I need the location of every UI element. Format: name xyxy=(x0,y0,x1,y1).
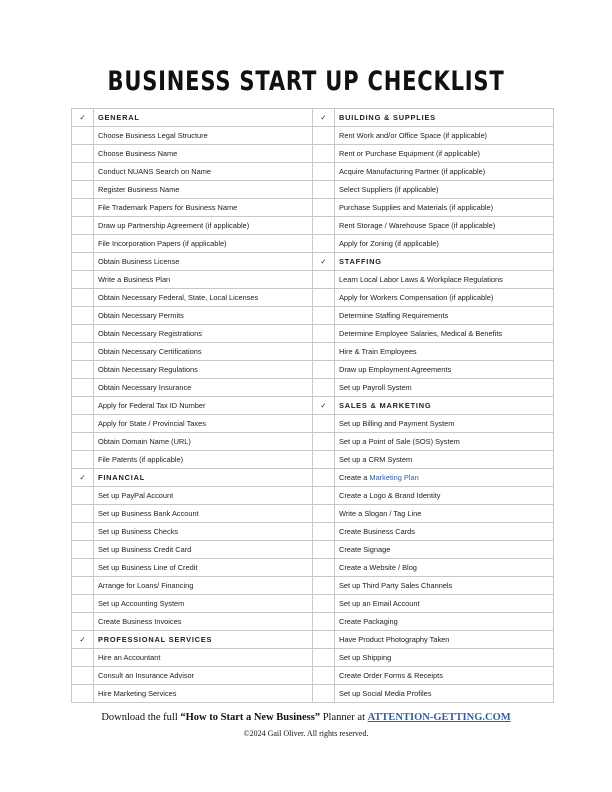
checklist-item-label: Obtain Business License xyxy=(98,257,180,266)
checklist-item xyxy=(94,613,313,631)
checklist-item-label: Obtain Necessary Regulations xyxy=(98,365,198,374)
checklist-item-label: Rent Storage / Warehouse Space (if applicable) xyxy=(339,221,496,230)
checklist-item-label: Draw up Partnership Agreement (if applicable) xyxy=(98,221,250,230)
checklist-item xyxy=(335,217,554,235)
checklist-item xyxy=(335,163,554,181)
checkbox-cell[interactable] xyxy=(313,631,335,649)
table-row xyxy=(72,325,554,343)
checklist-item-label: Set up a CRM System xyxy=(339,455,413,464)
checklist-item xyxy=(94,181,313,199)
checklist-item xyxy=(94,667,313,685)
checklist-item-label: Acquire Manufacturing Partner (if applicable) xyxy=(339,167,486,176)
checklist-item-label: Rent Work and/or Office Space (if applicable) xyxy=(339,131,488,140)
section-header-label: BUILDING & SUPPLIES xyxy=(339,113,436,122)
table-row xyxy=(72,253,554,271)
checklist-item xyxy=(94,253,313,271)
checkbox-cell[interactable] xyxy=(72,649,94,667)
table-row xyxy=(72,181,554,199)
table-row xyxy=(72,613,554,631)
checklist-item-label: Obtain Domain Name (URL) xyxy=(98,437,191,446)
checklist-item-label: Set up Social Media Profiles xyxy=(339,689,432,698)
checkbox-cell[interactable] xyxy=(313,559,335,577)
table-row xyxy=(72,631,554,649)
section-check-icon: ✓ xyxy=(72,469,94,487)
table-row xyxy=(72,235,554,253)
checklist-item-label: Arrange for Loans/ Financing xyxy=(98,581,194,590)
footer-download-line xyxy=(0,712,612,723)
checklist-item xyxy=(94,433,313,451)
checkbox-cell[interactable] xyxy=(72,289,94,307)
checkbox-cell[interactable] xyxy=(313,343,335,361)
checkbox-cell[interactable] xyxy=(313,595,335,613)
section-header-label: FINANCIAL xyxy=(98,473,146,482)
checklist-item-label: Create Order Forms & Receipts xyxy=(339,671,443,680)
checklist-item-label: Hire & Train Employees xyxy=(339,347,417,356)
table-row xyxy=(72,523,554,541)
checklist-item xyxy=(94,451,313,469)
section-check-icon: ✓ xyxy=(72,109,94,127)
checkbox-cell[interactable] xyxy=(313,667,335,685)
checkbox-cell[interactable] xyxy=(313,415,335,433)
table-row xyxy=(72,595,554,613)
checklist-item xyxy=(94,127,313,145)
checkbox-cell[interactable] xyxy=(313,127,335,145)
website-link[interactable]: ATTENTION-GETTING.COM xyxy=(367,712,511,723)
checklist-item xyxy=(94,145,313,163)
checklist-item xyxy=(335,631,554,649)
checklist-item-label: Create a Website / Blog xyxy=(339,563,417,572)
section-check-icon: ✓ xyxy=(313,253,335,271)
footer-middle: Planner at xyxy=(320,712,368,723)
checkbox-cell[interactable] xyxy=(72,433,94,451)
checkbox-cell[interactable] xyxy=(72,451,94,469)
checkbox-cell[interactable] xyxy=(72,595,94,613)
table-row xyxy=(72,199,554,217)
checklist-item xyxy=(335,577,554,595)
section-header-label: STAFFING xyxy=(339,257,382,266)
table-row xyxy=(72,577,554,595)
checklist-item-label: Create Business Invoices xyxy=(98,617,182,626)
table-row xyxy=(72,559,554,577)
checkbox-cell[interactable] xyxy=(313,199,335,217)
checkbox-cell[interactable] xyxy=(72,613,94,631)
checklist-item-label: Apply for State / Provincial Taxes xyxy=(98,419,206,428)
checklist-item xyxy=(94,685,313,703)
checkbox-cell[interactable] xyxy=(313,649,335,667)
table-row xyxy=(72,685,554,703)
section-check-icon: ✓ xyxy=(313,109,335,127)
checklist-item-label: Set up Payroll System xyxy=(339,383,412,392)
checkbox-cell[interactable] xyxy=(313,217,335,235)
checkbox-cell[interactable] xyxy=(72,145,94,163)
copyright: ©2024 Gail Oliver. All rights reserved. xyxy=(243,729,369,738)
checklist-item xyxy=(335,505,554,523)
table-row xyxy=(72,361,554,379)
checklist-item-label: Obtain Necessary Insurance xyxy=(98,383,192,392)
checklist-item xyxy=(94,271,313,289)
checklist-item xyxy=(335,181,554,199)
section-header xyxy=(94,469,313,487)
table-row xyxy=(72,505,554,523)
checkbox-cell[interactable] xyxy=(313,487,335,505)
checkbox-cell[interactable] xyxy=(72,487,94,505)
checklist-item-label: Purchase Supplies and Materials (if applicable) xyxy=(339,203,494,212)
checklist-item xyxy=(335,469,554,487)
checklist-item-label: Set up Business Checks xyxy=(98,527,179,536)
table-row xyxy=(72,145,554,163)
checkbox-cell[interactable] xyxy=(72,235,94,253)
checklist-item-label: Set up Business Bank Account xyxy=(98,509,199,518)
checklist-item-label: Determine Staffing Requirements xyxy=(339,311,449,320)
checkbox-cell[interactable] xyxy=(313,145,335,163)
checklist-item-label: Write a Business Plan xyxy=(98,275,171,284)
section-header xyxy=(94,109,313,127)
checklist-item-label: Set up Business Credit Card xyxy=(98,545,192,554)
checklist-item-label: Write a Slogan / Tag Line xyxy=(339,509,422,518)
checklist-item xyxy=(335,559,554,577)
checklist-item-label: Hire Marketing Services xyxy=(98,689,177,698)
checklist-item xyxy=(335,307,554,325)
checklist-item-label: File Patents (if applicable) xyxy=(98,455,184,464)
checklist-item xyxy=(94,235,313,253)
section-header xyxy=(335,253,554,271)
table-row xyxy=(72,469,554,487)
checkbox-cell[interactable] xyxy=(313,613,335,631)
checklist-item-label: Select Suppliers (if applicable) xyxy=(339,185,439,194)
checkbox-cell[interactable] xyxy=(313,163,335,181)
table-row xyxy=(72,217,554,235)
checkbox-cell[interactable] xyxy=(313,361,335,379)
table-row xyxy=(72,451,554,469)
checkbox-cell[interactable] xyxy=(72,667,94,685)
section-check-icon: ✓ xyxy=(313,397,335,415)
checklist-item-label: Consult an Insurance Advisor xyxy=(98,671,195,680)
checklist-item xyxy=(94,307,313,325)
checklist-item xyxy=(94,487,313,505)
checklist-item xyxy=(335,325,554,343)
checkbox-cell[interactable] xyxy=(72,253,94,271)
checklist-item xyxy=(94,397,313,415)
table-row xyxy=(72,397,554,415)
section-header xyxy=(335,109,554,127)
section-check-icon: ✓ xyxy=(72,631,94,649)
checklist-item xyxy=(94,541,313,559)
checkbox-cell[interactable] xyxy=(313,379,335,397)
table-row xyxy=(72,415,554,433)
checkbox-cell[interactable] xyxy=(72,127,94,145)
table-row xyxy=(72,649,554,667)
checkbox-cell[interactable] xyxy=(72,361,94,379)
section-header-label: SALES & MARKETING xyxy=(339,401,432,410)
checkbox-cell[interactable] xyxy=(72,415,94,433)
table-row xyxy=(72,667,554,685)
checklist-item xyxy=(335,145,554,163)
checkbox-cell[interactable] xyxy=(72,505,94,523)
checklist-item-label: Obtain Necessary Certifications xyxy=(98,347,202,356)
checklist-item-label: Set up Billing and Payment System xyxy=(339,419,455,428)
checklist-item-label: Apply for Federal Tax ID Number xyxy=(98,401,206,410)
checklist-item-label: Set up Shipping xyxy=(339,653,392,662)
checklist-item-label: Have Product Photography Taken xyxy=(339,635,450,644)
checklist-item-label: Set up PayPal Account xyxy=(98,491,174,500)
checkbox-cell[interactable] xyxy=(72,217,94,235)
table-row xyxy=(72,307,554,325)
checklist-item-label: Create Business Cards xyxy=(339,527,415,536)
checklist-item xyxy=(335,685,554,703)
checkbox-cell[interactable] xyxy=(313,271,335,289)
checklist-item xyxy=(94,199,313,217)
checkbox-cell[interactable] xyxy=(313,685,335,703)
checklist-item xyxy=(335,613,554,631)
table-row xyxy=(72,127,554,145)
checklist-item-label: Draw up Employment Agreements xyxy=(339,365,452,374)
checklist-item xyxy=(94,595,313,613)
checklist-item xyxy=(94,217,313,235)
checkbox-cell[interactable] xyxy=(313,451,335,469)
marketing-plan-link[interactable]: Marketing Plan xyxy=(369,473,419,482)
section-header-label: PROFESSIONAL SERVICES xyxy=(98,635,213,644)
checklist-item-label: Apply for Zoning (if applicable) xyxy=(339,239,439,248)
checkbox-cell[interactable] xyxy=(72,559,94,577)
checkbox-cell[interactable] xyxy=(313,523,335,541)
checklist-item xyxy=(335,289,554,307)
checklist-item-label: Hire an Accountant xyxy=(98,653,161,662)
checklist-item xyxy=(94,559,313,577)
checklist-item xyxy=(335,235,554,253)
checklist-item-label: Set up a Point of Sale (SOS) System xyxy=(339,437,460,446)
table-row xyxy=(72,541,554,559)
checkbox-cell[interactable] xyxy=(313,289,335,307)
table-row xyxy=(72,379,554,397)
checkbox-cell[interactable] xyxy=(313,307,335,325)
checklist-item xyxy=(335,271,554,289)
checklist-item-label: File Trademark Papers for Business Name xyxy=(98,203,238,212)
checklist-item-label: Set up an Email Account xyxy=(339,599,420,608)
checklist-item xyxy=(94,361,313,379)
checklist-item-label: Conduct NUANS Search on Name xyxy=(98,167,211,176)
checkbox-cell[interactable] xyxy=(313,541,335,559)
table-row xyxy=(72,289,554,307)
checklist-item xyxy=(94,379,313,397)
checkbox-cell[interactable] xyxy=(72,325,94,343)
checklist-item-label: Set up Third Party Sales Channels xyxy=(339,581,453,590)
checkbox-cell[interactable] xyxy=(72,343,94,361)
checklist-item-label: Register Business Name xyxy=(98,185,180,194)
checklist-item xyxy=(335,667,554,685)
checklist-item xyxy=(335,127,554,145)
planner-name: “How to Start a New Business” xyxy=(180,712,321,723)
checklist-item xyxy=(335,595,554,613)
checklist-item-label: Create a Logo & Brand Identity xyxy=(339,491,441,500)
section-header xyxy=(94,631,313,649)
checklist-item-label: Learn Local Labor Laws & Workplace Regulations xyxy=(339,275,503,284)
checklist-item xyxy=(94,523,313,541)
checklist-item-label: Rent or Purchase Equipment (if applicable) xyxy=(339,149,480,158)
page-title: BUSINESS START UP CHECKLIST xyxy=(107,66,505,97)
checkbox-cell[interactable] xyxy=(313,181,335,199)
checklist-item-label: Obtain Necessary Permits xyxy=(98,311,184,320)
checklist-item xyxy=(94,163,313,181)
checkbox-cell[interactable] xyxy=(313,235,335,253)
checkbox-cell[interactable] xyxy=(313,577,335,595)
checklist-item xyxy=(335,199,554,217)
checklist-item xyxy=(94,577,313,595)
checklist-item xyxy=(335,361,554,379)
checklist-item-label: Set up Business Line of Credit xyxy=(98,563,198,572)
table-row xyxy=(72,433,554,451)
table-row xyxy=(72,109,554,127)
checklist-item xyxy=(335,541,554,559)
checklist-item xyxy=(335,433,554,451)
checklist-item-label: File Incorporation Papers (if applicable) xyxy=(98,239,227,248)
checkbox-cell[interactable] xyxy=(313,433,335,451)
checklist-item-label: Create Packaging xyxy=(339,617,398,626)
checklist-item xyxy=(94,415,313,433)
checklist-item-label: Create Signage xyxy=(339,545,391,554)
table-row xyxy=(72,163,554,181)
checkbox-cell[interactable] xyxy=(72,163,94,181)
checkbox-cell[interactable] xyxy=(313,469,335,487)
checklist-item xyxy=(94,289,313,307)
checkbox-cell[interactable] xyxy=(72,685,94,703)
checklist-item xyxy=(335,523,554,541)
section-header-label: GENERAL xyxy=(98,113,140,122)
checklist-item-label: Choose Business Legal Structure xyxy=(98,131,208,140)
checklist-item xyxy=(94,649,313,667)
checkbox-cell[interactable] xyxy=(72,541,94,559)
checkbox-cell[interactable] xyxy=(313,505,335,523)
checkbox-cell[interactable] xyxy=(72,577,94,595)
checkbox-cell[interactable] xyxy=(313,325,335,343)
table-row xyxy=(72,343,554,361)
checklist-item xyxy=(335,487,554,505)
checklist-item xyxy=(94,325,313,343)
checklist-item-label: Obtain Necessary Registrations xyxy=(98,329,202,338)
checklist-item-label: Choose Business Name xyxy=(98,149,178,158)
table-row xyxy=(72,271,554,289)
checklist-item xyxy=(335,649,554,667)
checkbox-cell[interactable] xyxy=(72,271,94,289)
checklist-item-label: Set up Accounting System xyxy=(98,599,185,608)
checkbox-cell[interactable] xyxy=(72,181,94,199)
table-row xyxy=(72,487,554,505)
checkbox-cell[interactable] xyxy=(72,199,94,217)
checklist-item-label: Determine Employee Salaries, Medical & Benefits xyxy=(339,329,503,338)
checklist-item-label: Create a xyxy=(339,473,370,482)
checklist-item-label: Obtain Necessary Federal, State, Local Licenses xyxy=(98,293,259,302)
checkbox-cell[interactable] xyxy=(72,379,94,397)
checklist-item xyxy=(335,415,554,433)
checklist-item xyxy=(335,451,554,469)
checklist-item xyxy=(94,505,313,523)
checklist-table xyxy=(71,108,554,703)
checklist-item xyxy=(94,343,313,361)
checkbox-cell[interactable] xyxy=(72,523,94,541)
checkbox-cell[interactable] xyxy=(72,307,94,325)
checklist-item xyxy=(335,379,554,397)
checklist-item-label: Apply for Workers Compensation (if applicable) xyxy=(339,293,494,302)
checklist-item xyxy=(335,343,554,361)
footer-prefix: Download the full xyxy=(101,712,181,723)
checkbox-cell[interactable] xyxy=(72,397,94,415)
section-header xyxy=(335,397,554,415)
